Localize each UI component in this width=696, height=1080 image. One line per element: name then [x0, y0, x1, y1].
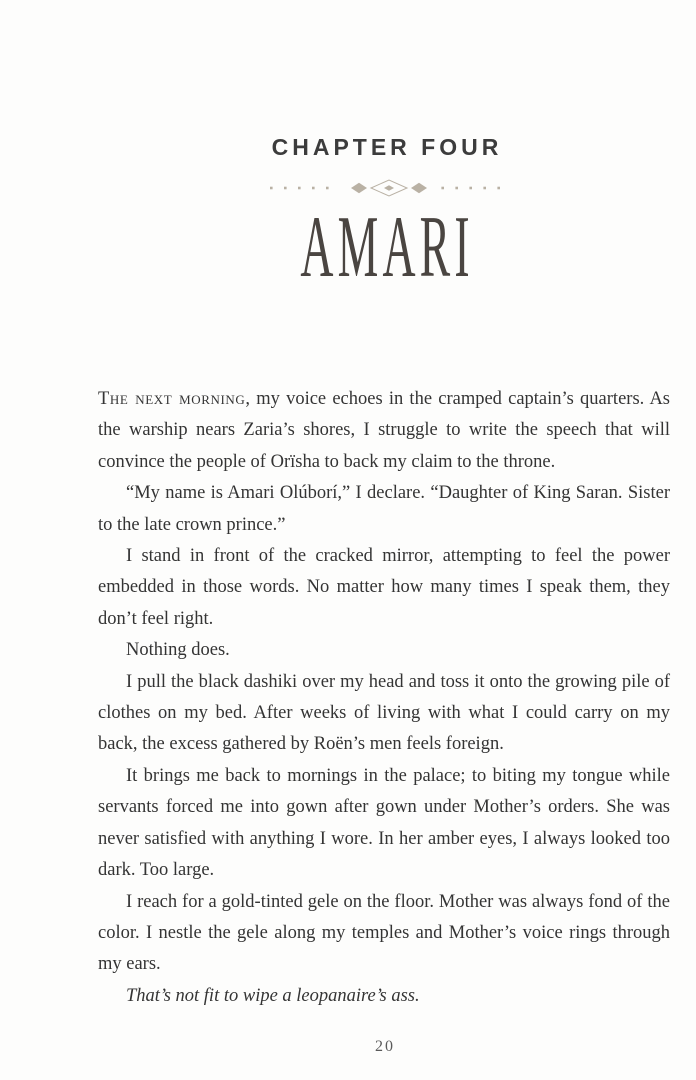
paragraph: The next morning, my voice echoes in the cramped captain’s quarters. As the warship nears Zaria’s shores, I struggle to write the speech that will convince the people of Orïsha to back my claim to the throne.: [98, 389, 671, 472]
paragraph: Nothing does.: [126, 640, 230, 661]
paragraph: I reach for a gold-tinted gele on the floor. Mother was always fond of the color. I nestle the gele along my temples and Mother’s voice rings through my ears.: [98, 891, 670, 975]
paragraph: I stand in front of the cracked mirror, attempting to feel the power embedded in those words. No matter how many times I speak them, they don’t feel right.: [98, 546, 670, 629]
diamond-divider-icon: [269, 177, 501, 199]
paragraph: “My name is Amari Olúborí,” I declare. “Daughter of King Saran. Sister to the late crown prince.”: [98, 483, 670, 535]
paragraph: That’s not fit to wipe a leopanaire’s ass.: [126, 985, 420, 1006]
paragraph: I pull the black dashiki over my head and toss it onto the growing pile of clothes on my bed. After weeks of living with what I could carry on my back, the excess gathered by Roën’s men feels foreign.: [98, 671, 670, 755]
chapter-ornament-divider: [98, 177, 672, 199]
chapter-label: CHAPTER FOUR: [271, 134, 503, 160]
paragraph-lead-smallcaps: The next morning: [98, 389, 246, 409]
paragraph: It brings me back to mornings in the palace; to biting my tongue while servants forced me into gown after gown under Mother’s orders. She was never satisfied with anything I wore. In her amber eyes, I always looked too dark. Too large.: [98, 765, 670, 881]
chapter-title: AMARI: [300, 199, 474, 296]
body-text: [98, 384, 670, 1012]
page-number: 20: [375, 1038, 395, 1055]
